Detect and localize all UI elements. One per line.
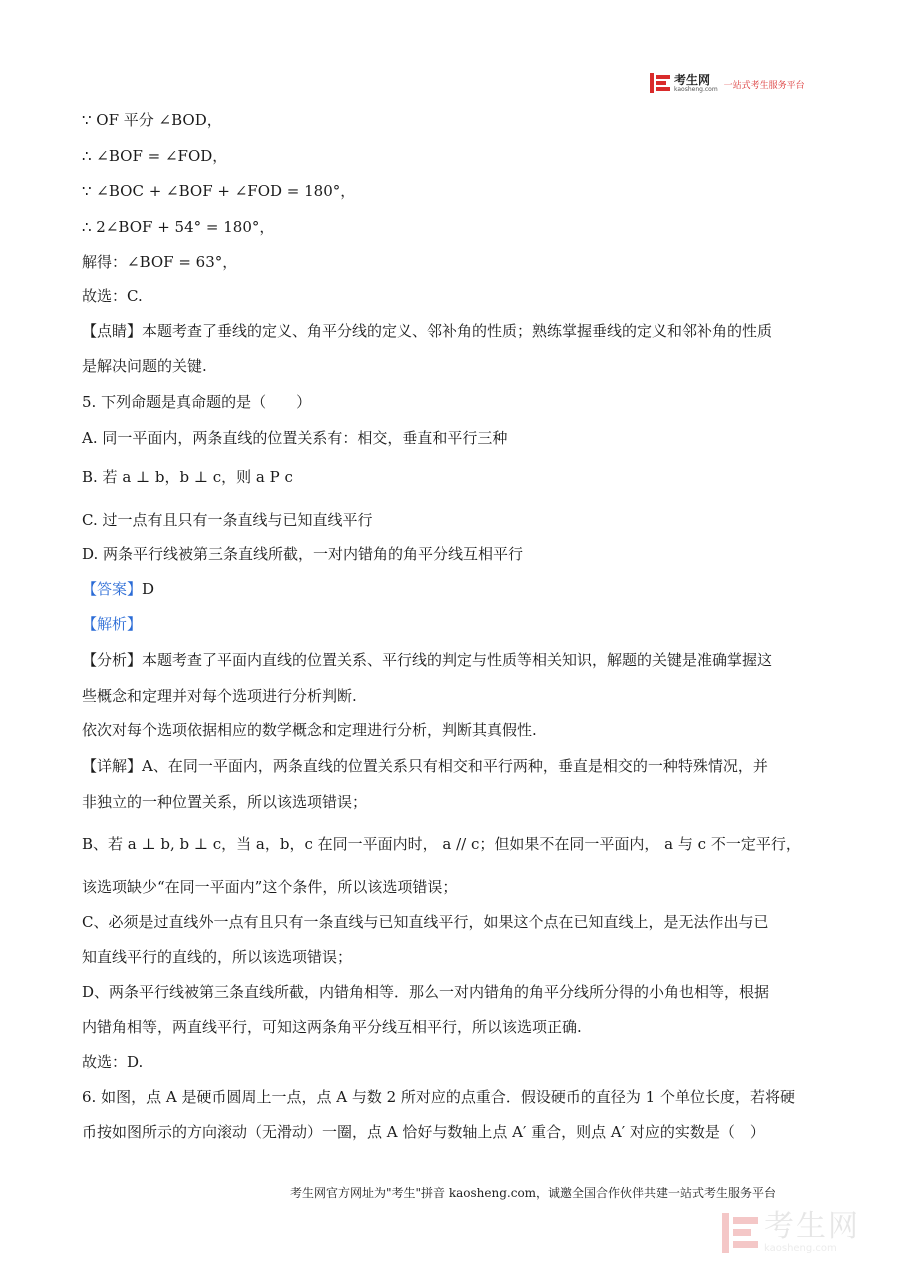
text-line: C、必须是过直线外一点有且只有一条直线与已知直线平行，如果这个点在已知直线上，是无法作出与已	[82, 913, 769, 931]
logo-url: kaosheng.com	[674, 85, 718, 93]
answer-value: D	[142, 580, 155, 598]
text-line: ∵ OF 平分 ∠BOD，	[82, 111, 222, 129]
text-line: 知直线平行的直线的，所以该选项错误；	[82, 948, 353, 966]
option-c: C. 过一点有且只有一条直线与已知直线平行	[82, 511, 373, 529]
text-line: ∵ ∠BOC + ∠BOF + ∠FOD = 180°，	[82, 182, 356, 200]
logo-icon	[650, 73, 670, 93]
analysis-tag: 【解析】	[82, 615, 143, 633]
answer-line	[82, 579, 154, 599]
option-a: A. 同一平面内，两条直线的位置关系有：相交，垂直和平行三种	[82, 429, 508, 447]
question-6-stem-cont: 币按如图所示的方向滚动（无滑动）一圈，点 A 恰好与数轴上点 A′ 重合，则点 A′ 对应的实数是（ ）	[82, 1123, 765, 1141]
text-line: 解得：∠BOF = 63°，	[82, 253, 238, 271]
option-d: D. 两条平行线被第三条直线所截，一对内错角的角平分线互相平行	[82, 545, 524, 563]
watermark-logo-icon	[722, 1213, 758, 1253]
answer-tag: 【答案】	[82, 580, 143, 598]
question-6-stem: 6. 如图，点 A 是硬币圆周上一点，点 A 与数 2 所对应的点重合．假设硬币的直径为 1 个单位长度，若将硬	[82, 1088, 795, 1106]
header-logo	[650, 73, 805, 93]
logo-slogan: 一站式考生服务平台	[723, 80, 805, 91]
logo-name: 考生网	[674, 72, 711, 87]
text-line: 非独立的一种位置关系，所以该选项错误；	[82, 793, 368, 811]
text-line: ∴ ∠BOF = ∠FOD，	[82, 147, 228, 165]
text-line: 些概念和定理并对每个选项进行分析判断.	[82, 687, 357, 705]
text-line: 故选：C.	[82, 287, 143, 305]
watermark-url: kaosheng.com	[764, 1243, 837, 1254]
watermark-name: 考生网	[764, 1209, 860, 1244]
watermark	[722, 1209, 860, 1254]
text-line: B、若 a ⊥ b, b ⊥ c，当 a，b，c 在同一平面内时， a // c；但如果不在同一平面内， a 与 c 不一定平行，	[82, 835, 801, 853]
question-5-stem: 5. 下列命题是真命题的是（ ）	[82, 393, 312, 411]
text-line: 内错角相等，两直线平行，可知这两条角平分线互相平行，所以该选项正确.	[82, 1018, 582, 1036]
text-line: 故选：D.	[82, 1053, 144, 1071]
text-line: 是解决问题的关键.	[82, 357, 207, 375]
text-line: ∴ 2∠BOF + 54° = 180°，	[82, 218, 275, 236]
text-line: 【点睛】本题考查了垂线的定义、角平分线的定义、邻补角的性质；熟练掌握垂线的定义和邻补角的性质	[82, 322, 773, 340]
text-line: 【详解】A、在同一平面内，两条直线的位置关系只有相交和平行两种，垂直是相交的一种特殊情况，并	[82, 757, 768, 775]
footer-text: 考生网官方网址为"考生"拼音 kaosheng.com，诚邀全国合作伙伴共建一站式考生服务平台	[290, 1186, 777, 1200]
text-line: D、两条平行线被第三条直线所截，内错角相等．那么一对内错角的角平分线所分得的小角也相等，根据	[82, 983, 770, 1001]
text-line: 该选项缺少“在同一平面内”这个条件，所以该选项错误；	[82, 878, 458, 896]
text-line: 【分析】本题考查了平面内直线的位置关系、平行线的判定与性质等相关知识，解题的关键是准确掌握这	[82, 651, 773, 669]
option-b: B. 若 a ⊥ b，b ⊥ c，则 a P c	[82, 468, 293, 486]
text-line: 依次对每个选项依据相应的数学概念和定理进行分析，判断其真假性.	[82, 721, 537, 739]
